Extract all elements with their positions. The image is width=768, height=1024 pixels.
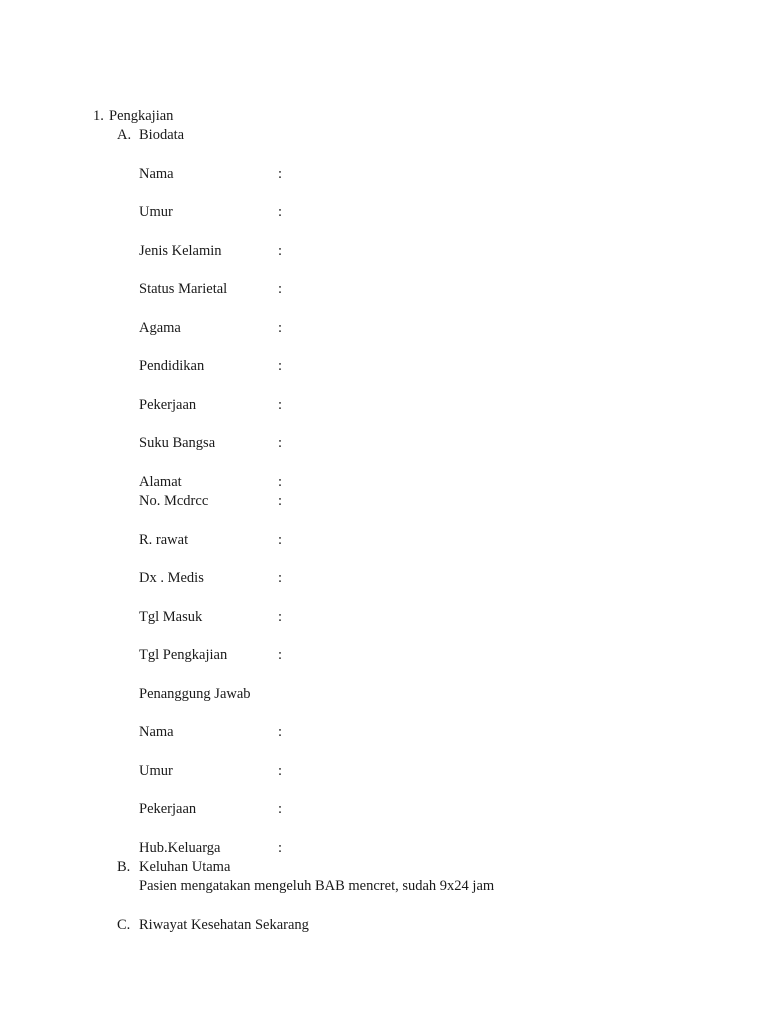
field-status-marietal-colon: :	[278, 281, 283, 297]
field-tgl-pengkajian-label: Tgl Pengkajian	[139, 647, 228, 663]
guarantor-umur-colon: :	[278, 763, 283, 779]
field-nama-colon: :	[278, 166, 283, 182]
field-dx-medis-label: Dx . Medis	[139, 570, 204, 586]
guarantor-hub-keluarga-label: Hub.Keluarga	[139, 840, 221, 856]
field-jenis-kelamin-label: Jenis Kelamin	[139, 243, 222, 259]
section-b-letter: B.	[117, 859, 131, 875]
field-alamat-label: Alamat	[139, 474, 182, 490]
field-nama-label: Nama	[139, 166, 174, 182]
guarantor-pekerjaan-colon: :	[278, 801, 283, 817]
field-agama-label: Agama	[139, 320, 181, 336]
guarantor-title: Penanggung Jawab	[139, 686, 251, 702]
section-a-title: Biodata	[139, 127, 185, 143]
guarantor-nama-label: Nama	[139, 724, 174, 740]
field-no-mcdrcc-label: No. Mcdrcc	[139, 493, 209, 509]
field-umur-colon: :	[278, 204, 283, 220]
field-pekerjaan-colon: :	[278, 397, 283, 413]
field-tgl-masuk-label: Tgl Masuk	[139, 609, 203, 625]
field-pendidikan-label: Pendidikan	[139, 358, 205, 374]
section-a-letter: A.	[117, 127, 132, 143]
field-umur-label: Umur	[139, 204, 173, 220]
field-alamat-colon: :	[278, 474, 283, 490]
field-tgl-masuk-colon: :	[278, 609, 283, 625]
field-suku-bangsa-label: Suku Bangsa	[139, 435, 216, 451]
guarantor-hub-keluarga-colon: :	[278, 840, 283, 856]
section-c-letter: C.	[117, 917, 131, 933]
field-agama-colon: :	[278, 320, 283, 336]
section-b-title: Keluhan Utama	[139, 859, 231, 875]
section-b-text: Pasien mengatakan mengeluh BAB mencret, sudah 9x24 jam	[139, 878, 495, 894]
guarantor-umur-label: Umur	[139, 763, 173, 779]
field-r-rawat-label: R. rawat	[139, 532, 189, 548]
field-suku-bangsa-colon: :	[278, 435, 283, 451]
section-c-title: Riwayat Kesehatan Sekarang	[139, 917, 309, 933]
field-pekerjaan-label: Pekerjaan	[139, 397, 197, 413]
field-dx-medis-colon: :	[278, 570, 283, 586]
field-r-rawat-colon: :	[278, 532, 283, 548]
heading-number: 1.	[93, 108, 104, 124]
field-pendidikan-colon: :	[278, 358, 283, 374]
guarantor-pekerjaan-label: Pekerjaan	[139, 801, 197, 817]
heading-title: Pengkajian	[109, 108, 174, 124]
field-tgl-pengkajian-colon: :	[278, 647, 283, 663]
guarantor-nama-colon: :	[278, 724, 283, 740]
field-status-marietal-label: Status Marietal	[139, 281, 228, 297]
field-jenis-kelamin-colon: :	[278, 243, 283, 259]
field-no-mcdrcc-colon: :	[278, 493, 283, 509]
